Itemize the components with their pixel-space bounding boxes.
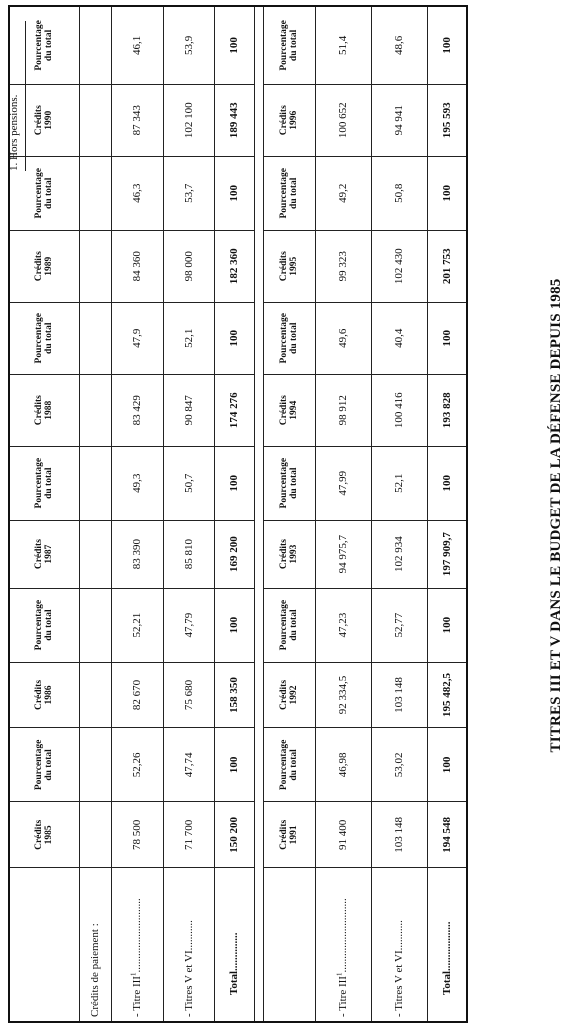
column-header: Pourcentage du total	[264, 6, 315, 84]
empty-cell	[79, 84, 112, 156]
total-value: 195 593	[427, 84, 467, 156]
column-header: Crédits 1996	[264, 84, 315, 156]
column-header: Pourcentage du total	[264, 302, 315, 374]
titre5-value: 53,02	[371, 728, 427, 802]
empty-cell	[79, 446, 112, 520]
titre5-value: 94 941	[371, 84, 427, 156]
titre3-value: 78 500	[112, 802, 163, 868]
titre5-text: - Titres V et VI	[393, 950, 406, 1017]
total-value: 100	[215, 446, 255, 520]
column-header: Crédits 1987	[9, 520, 79, 588]
titre3-value: 82 670	[112, 662, 163, 728]
titre5-value: 52,1	[163, 302, 214, 374]
titre5-text: - Titres V et VI	[182, 950, 195, 1017]
titre3-label	[112, 868, 163, 1022]
titre3-value: 94 975,7	[315, 520, 371, 588]
column-header: Pourcentage du total	[264, 446, 315, 520]
column-header: Crédits 1985	[9, 802, 79, 868]
titre5-value: 75 680	[163, 662, 214, 728]
titre3-value: 51,4	[315, 6, 371, 84]
spacer-cell	[254, 868, 263, 1022]
spacer-cell	[254, 156, 263, 230]
titre5-value: 85 810	[163, 520, 214, 588]
titre5-label	[371, 868, 427, 1022]
column-header: Pourcentage du total	[264, 588, 315, 662]
empty-cell	[79, 230, 112, 302]
titre3-value: 84 360	[112, 230, 163, 302]
header-empty-cell	[264, 868, 315, 1022]
footnote-rule	[25, 21, 26, 171]
total-value: 100	[427, 446, 467, 520]
titre5-value: 50,8	[371, 156, 427, 230]
titre3-value: 47,99	[315, 446, 371, 520]
titre5-value: 100 416	[371, 374, 427, 446]
empty-cell	[79, 374, 112, 446]
column-header: Pourcentage du total	[264, 156, 315, 230]
total-value: 201 753	[427, 230, 467, 302]
titre5-value: 102 100	[163, 84, 214, 156]
titre3-value: 46,1	[112, 6, 163, 84]
titre3-value: 98 912	[315, 374, 371, 446]
leader-dots: ...........	[182, 920, 195, 951]
titre5-value: 48,6	[371, 6, 427, 84]
titre5-value: 71 700	[163, 802, 214, 868]
total-value: 100	[215, 6, 255, 84]
column-header: Crédits 1993	[264, 520, 315, 588]
column-header: Crédits 1994	[264, 374, 315, 446]
empty-cell	[79, 520, 112, 588]
spacer-cell	[254, 728, 263, 802]
titre5-value: 53,9	[163, 6, 214, 84]
titre5-value: 103 148	[371, 802, 427, 868]
empty-cell	[79, 156, 112, 230]
footnote-marker: 1	[129, 972, 138, 977]
spacer-cell	[254, 374, 263, 446]
total-value: 100	[215, 728, 255, 802]
spacer-cell	[254, 802, 263, 868]
titre5-row	[371, 6, 427, 1022]
titre3-value: 100 652	[315, 84, 371, 156]
total-value: 182 360	[215, 230, 255, 302]
total-row	[215, 6, 255, 1022]
column-header: Crédits 1992	[264, 662, 315, 728]
leader-dots: ...........................	[131, 898, 144, 973]
total-value: 158 350	[215, 662, 255, 728]
column-header: Pourcentage du total	[264, 728, 315, 802]
titre3-value: 47,23	[315, 588, 371, 662]
leader-dots: ...........................	[337, 898, 350, 973]
column-header: Crédits 1995	[264, 230, 315, 302]
spacer-cell	[254, 84, 263, 156]
column-header: Pourcentage du total	[9, 728, 79, 802]
titre5-value: 52,1	[371, 446, 427, 520]
header-row	[264, 6, 315, 1022]
leader-dots: ...........	[393, 920, 406, 951]
titre3-value: 91 400	[315, 802, 371, 868]
titre3-value: 49,6	[315, 302, 371, 374]
titre5-value: 47,74	[163, 728, 214, 802]
total-row	[427, 6, 467, 1022]
titre3-value: 83 390	[112, 520, 163, 588]
total-label: Total..............	[215, 868, 255, 1022]
section-label-row	[79, 6, 112, 1022]
total-value: 174 276	[215, 374, 255, 446]
spacer-cell	[254, 662, 263, 728]
total-value: 100	[215, 156, 255, 230]
total-value: 193 828	[427, 374, 467, 446]
titre3-label	[315, 868, 371, 1022]
spacer-cell	[254, 6, 263, 84]
column-header: Crédits 1991	[264, 802, 315, 868]
total-value: 100	[427, 302, 467, 374]
column-header: Crédits 1986	[9, 662, 79, 728]
spacer-cell	[254, 588, 263, 662]
titre3-value: 49,2	[315, 156, 371, 230]
column-header: Pourcentage du total	[9, 156, 79, 230]
column-header: Crédits 1990	[9, 84, 79, 156]
spacer-row	[254, 6, 263, 1022]
titre5-value: 52,77	[371, 588, 427, 662]
titre3-text: - Titre III	[131, 976, 144, 1017]
column-header: Pourcentage du total	[9, 6, 79, 84]
budget-table	[8, 5, 468, 1023]
titre3-text: - Titre III	[337, 976, 350, 1017]
total-value: 100	[427, 588, 467, 662]
empty-cell	[79, 728, 112, 802]
total-value: 100	[427, 728, 467, 802]
empty-cell	[79, 662, 112, 728]
total-value: 195 482,5	[427, 662, 467, 728]
column-header: Crédits 1988	[9, 374, 79, 446]
total-value: 100	[427, 156, 467, 230]
titre3-value: 49,3	[112, 446, 163, 520]
total-value: 150 200	[215, 802, 255, 868]
column-header: Pourcentage du total	[9, 588, 79, 662]
column-header: Crédits 1989	[9, 230, 79, 302]
titre3-value: 52,21	[112, 588, 163, 662]
titre3-value: 92 334,5	[315, 662, 371, 728]
footnote-marker: 1	[335, 972, 344, 977]
total-value: 100	[215, 588, 255, 662]
header-empty-cell	[9, 868, 79, 1022]
titre5-value: 50,7	[163, 446, 214, 520]
credits-paiement-label: Crédits de paiement :	[79, 868, 112, 1022]
titre3-value: 83 429	[112, 374, 163, 446]
titre3-value: 47,9	[112, 302, 163, 374]
total-value: 100	[215, 302, 255, 374]
titre5-value: 47,79	[163, 588, 214, 662]
titre5-value: 102 934	[371, 520, 427, 588]
titre5-value: 102 430	[371, 230, 427, 302]
page-title: TITRES III ET V DANS LE BUDGET DE LA DÉFENSE DEPUIS 1985	[548, 278, 564, 753]
spacer-cell	[254, 302, 263, 374]
titre3-value: 87 343	[112, 84, 163, 156]
titre3-row	[112, 6, 163, 1022]
titre3-value: 52,26	[112, 728, 163, 802]
empty-cell	[79, 6, 112, 84]
titre3-value: 99 323	[315, 230, 371, 302]
titre5-value: 90 847	[163, 374, 214, 446]
spacer-cell	[254, 520, 263, 588]
column-header: Pourcentage du total	[9, 446, 79, 520]
spacer-cell	[254, 446, 263, 520]
titre5-value: 53,7	[163, 156, 214, 230]
titre5-value: 98 000	[163, 230, 214, 302]
total-value: 169 200	[215, 520, 255, 588]
total-value: 197 909,7	[427, 520, 467, 588]
empty-cell	[79, 302, 112, 374]
titre5-value: 103 148	[371, 662, 427, 728]
titre3-value: 46,3	[112, 156, 163, 230]
empty-cell	[79, 588, 112, 662]
titre3-value: 46,98	[315, 728, 371, 802]
titre3-row	[315, 6, 371, 1022]
total-value: 100	[427, 6, 467, 84]
column-header: Pourcentage du total	[9, 302, 79, 374]
titre5-label	[163, 868, 214, 1022]
footnote: 1. Hors pensions.	[8, 94, 20, 171]
titre5-value: 40,4	[371, 302, 427, 374]
spacer-cell	[254, 230, 263, 302]
total-value: 189 443	[215, 84, 255, 156]
titre5-row	[163, 6, 214, 1022]
total-value: 194 548	[427, 802, 467, 868]
total-label: Total..................	[427, 868, 467, 1022]
empty-cell	[79, 802, 112, 868]
